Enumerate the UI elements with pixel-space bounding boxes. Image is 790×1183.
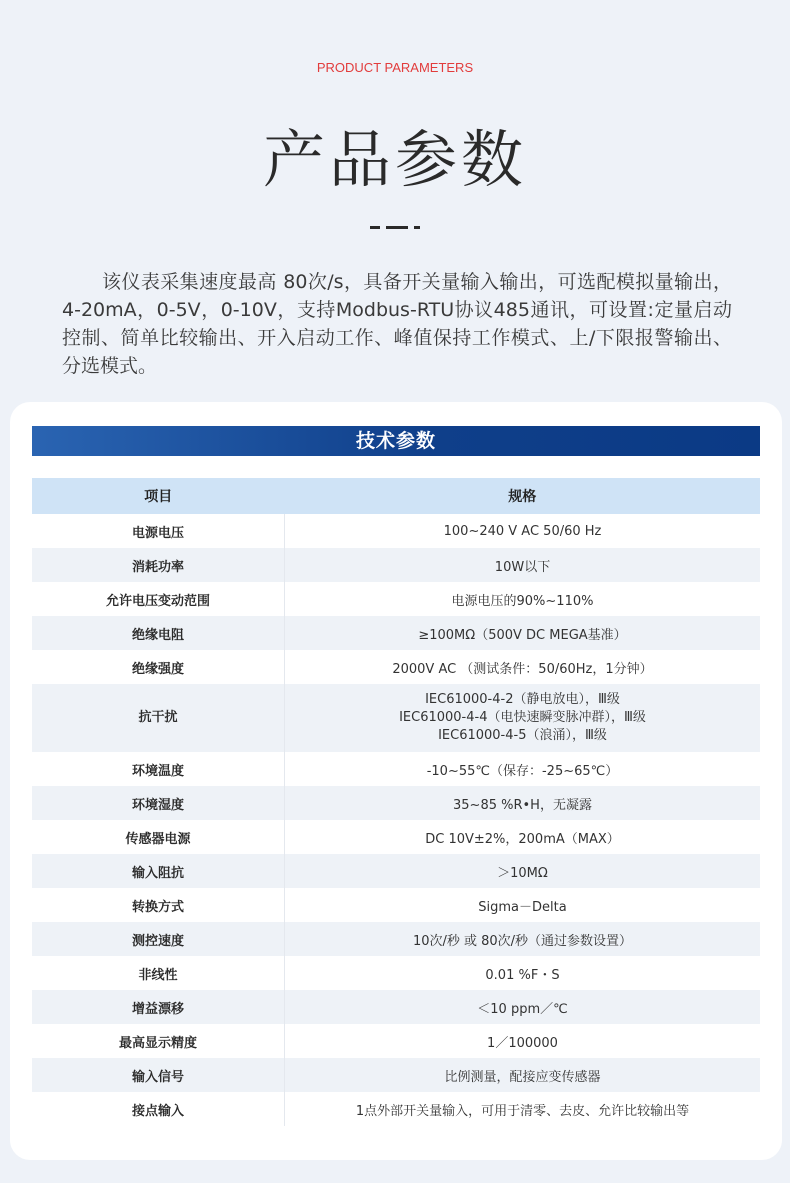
row-label: 输入信号 <box>32 1058 285 1092</box>
table-row <box>32 684 760 752</box>
row-label: 接点输入 <box>131 1103 184 1119</box>
spec-section-title: 技术参数 <box>32 426 760 456</box>
row-value: ＜10 ppm／℃ <box>285 990 761 1024</box>
row-label: 环境温度 <box>131 763 184 779</box>
section-eyebrow: PRODUCT PARAMETERS <box>316 60 474 75</box>
table-row <box>32 888 760 922</box>
row-label: 允许电压变动范围 <box>105 593 210 609</box>
row-value <box>285 684 761 752</box>
intro-paragraph: 该仪表采集速度最高 80次/s，具备开关量输入输出，可选配模拟量输出，4-20mA，0-5V，0-10V，支持Modbus-RTU协议485通讯，可设置:定量启动控制、简单比较输出、开入启动工作、峰值保持工作模式、上/下限报警输出、分选模式。 <box>62 271 732 377</box>
row-label: 绝缘强度 <box>131 661 184 677</box>
table-row <box>32 956 760 990</box>
row-value: 比例测量，配接应变传感器 <box>285 1058 761 1092</box>
row-value-line: IEC61000-4-4（电快速瞬变脉冲群），Ⅲ级 <box>399 710 646 725</box>
row-label: 最高显示精度 <box>118 1035 197 1051</box>
row-value: 100~240 V AC 50/60 Hz <box>285 514 761 548</box>
table-row <box>32 616 760 650</box>
row-value: 2000V AC （测试条件：50/60Hz，1分钟） <box>285 650 761 684</box>
row-value: -10~55℃（保存：-25~65℃） <box>285 752 761 786</box>
row-value: Sigma－Delta <box>285 888 761 922</box>
table-row <box>32 1092 760 1126</box>
row-value: 0.01 %F・S <box>285 956 761 990</box>
table-row <box>32 820 760 854</box>
row-label: 传感器电源 <box>125 831 191 847</box>
table-row <box>32 582 760 616</box>
row-label: 输入阻抗 <box>32 854 285 888</box>
row-label: 环境湿度 <box>32 786 285 820</box>
table-row <box>32 1058 760 1092</box>
table-row <box>32 854 760 888</box>
row-label: 电源电压 <box>131 525 184 541</box>
table-row <box>32 786 760 820</box>
row-label: 测控速度 <box>32 922 285 956</box>
row-value-line: IEC61000-4-2（静电放电），Ⅲ级 <box>425 692 620 707</box>
row-label: 绝缘电阻 <box>32 616 285 650</box>
spec-card <box>10 402 782 1160</box>
row-value: 10W以下 <box>285 548 761 582</box>
spec-header-row <box>32 478 760 514</box>
table-row <box>32 1024 760 1058</box>
row-value: ＞10MΩ <box>285 854 761 888</box>
col-spec-header: 规格 <box>285 478 761 514</box>
row-value: 1点外部开关量输入，可用于清零、去皮、允许比较输出等 <box>285 1092 761 1126</box>
row-value-line: IEC61000-4-5（浪涌），Ⅲ级 <box>438 728 607 743</box>
spec-table <box>32 478 760 1126</box>
row-value: ≥100MΩ（500V DC MEGA基准） <box>285 616 761 650</box>
row-label: 抗干扰 <box>32 684 285 752</box>
table-row <box>32 650 760 684</box>
table-row <box>32 752 760 786</box>
page-title: 产品参数 <box>262 123 527 196</box>
row-label: 转换方式 <box>131 899 184 915</box>
table-row <box>32 548 760 582</box>
row-label: 增益漂移 <box>32 990 285 1024</box>
row-value: 35~85 %R•H，无凝露 <box>285 786 761 820</box>
table-row <box>32 922 760 956</box>
row-label: 消耗功率 <box>32 548 285 582</box>
row-value: DC 10V±2%，200mA（MAX） <box>285 820 761 854</box>
table-row <box>32 990 760 1024</box>
row-value: 电源电压的90%~110% <box>285 582 761 616</box>
col-item-header: 项目 <box>32 478 285 514</box>
title-divider <box>0 226 790 229</box>
row-label: 非线性 <box>138 967 178 983</box>
row-value: 1／100000 <box>285 1024 761 1058</box>
row-value: 10次/秒 或 80次/秒（通过参数设置） <box>285 922 761 956</box>
table-row <box>32 514 760 548</box>
